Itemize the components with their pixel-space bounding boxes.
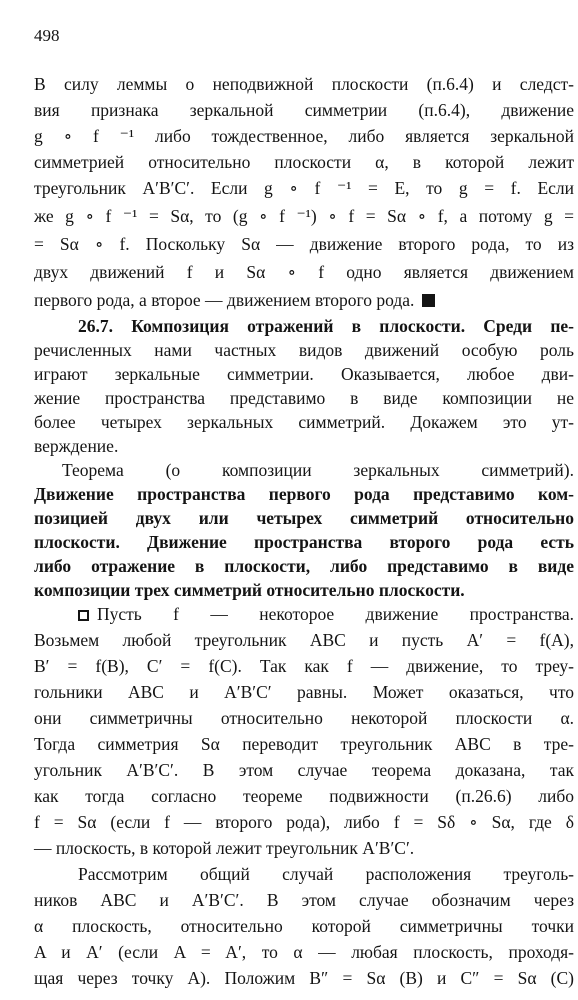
text-line: B′ = f(B), C′ = f(C). Так как f — движение, то треу-: [34, 656, 574, 676]
text-line: ников ABC и A′B′C′. В этом случае обозначим через: [34, 890, 574, 910]
text-line: жение пространства представимо в виде композиции не: [34, 388, 574, 408]
text-line: α плоскость, относительно которой симметричны точки: [34, 916, 574, 936]
text-line: первого рода, а второе — движением второго рода.: [34, 290, 415, 310]
text-line: гольники ABC и A′B′C′ равны. Может оказаться, что: [34, 682, 574, 702]
end-of-proof-icon: [422, 294, 435, 307]
text-line: Пусть f — некоторое движение пространства.: [97, 604, 574, 624]
text-line: Рассмотрим общий случай расположения треуголь-: [78, 864, 574, 884]
text-line: угольник A′B′C′. В этом случае теорема доказана, так: [34, 760, 574, 780]
text-line: верждение.: [34, 436, 119, 456]
text-line: как тогда согласно теореме подвижности (п.26.6) либо: [34, 786, 574, 806]
text-line: треугольник A′B′C′. Если g ∘ f ⁻¹ = E, то g = f. Если: [34, 178, 574, 198]
proof-start-line: [78, 603, 574, 625]
page-number: 498: [34, 26, 60, 45]
section-heading-line: [78, 315, 574, 337]
text-line: речисленных нами частных видов движений особую роль: [34, 340, 574, 360]
text-line: f = Sα (если f — второго рода), либо f = Sδ ∘ Sα, где δ: [34, 812, 574, 832]
theorem-line: либо отражение в плоскости, либо представимо в виде: [34, 556, 574, 576]
text-line-end: [34, 289, 574, 311]
section-heading: 26.7. Композиция отражений в плоскости. Среди пе-: [78, 316, 574, 336]
text-line: же g ∘ f ⁻¹ = Sα, то (g ∘ f ⁻¹) ∘ f = Sα ∘ f, а потому g =: [34, 206, 574, 226]
text-line: щая через точку A). Положим B″ = Sα (B) и C″ = Sα (C): [34, 968, 574, 988]
text-line: В силу леммы о неподвижной плоскости (п.6.4) и следст-: [34, 74, 574, 94]
text-line: Возьмем любой треугольник ABC и пусть A′ = f(A),: [34, 630, 574, 650]
text-line: — плоскость, в которой лежит треугольник A′B′C′.: [34, 838, 415, 858]
text-line: = Sα ∘ f. Поскольку Sα — движение второго рода, то из: [34, 234, 574, 254]
text-line: играют зеркальные симметрии. Оказывается, любое дви-: [34, 364, 574, 384]
proof-start-icon: [78, 610, 89, 621]
text-line: они симметричны относительно некоторой плоскости α.: [34, 708, 574, 728]
text-line: симметрией относительно плоскости α, в которой лежит: [34, 152, 574, 172]
text-line: вия признака зеркальной симметрии (п.6.4), движение: [34, 100, 574, 120]
theorem-line: позицией двух или четырех симметрий относительно: [34, 508, 574, 528]
text-line: более четырех зеркальных симметрий. Докажем это ут-: [34, 412, 574, 432]
text-line: двух движений f и Sα ∘ f одно является движением: [34, 262, 574, 282]
text-line: g ∘ f ⁻¹ либо тождественное, либо является зеркальной: [34, 126, 574, 146]
theorem-line: Движение пространства первого рода представимо ком-: [34, 484, 574, 504]
text-line: A и A′ (если A = A′, то α — любая плоскость, проходя-: [34, 942, 574, 962]
theorem-heading: Теорема (о композиции зеркальных симметрий).: [62, 460, 574, 480]
text-line: Тогда симметрия Sα переводит треугольник ABC в тре-: [34, 734, 574, 754]
theorem-line: плоскости. Движение пространства второго рода есть: [34, 532, 574, 552]
theorem-line: композиции трех симметрий относительно плоскости.: [34, 580, 465, 600]
